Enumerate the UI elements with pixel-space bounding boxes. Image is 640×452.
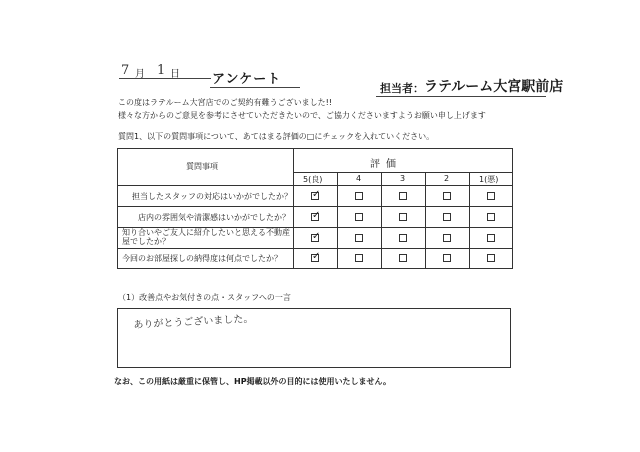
row3-rating-1-checkbox[interactable] <box>487 234 495 242</box>
row3-rating-3-checkbox[interactable] <box>399 234 407 242</box>
row2-rating-3-checkbox[interactable] <box>399 213 407 221</box>
question-row-2-text: 店内の雰囲気や清潔感はいかがでしたか？ <box>138 213 290 222</box>
row4-rating-2-checkbox[interactable] <box>443 254 451 262</box>
row1-rating-4-checkbox[interactable] <box>355 192 363 200</box>
table-divider <box>118 185 512 186</box>
check-mark-icon: ✓ <box>312 251 321 262</box>
table-divider <box>293 172 512 173</box>
intro-line-1: この度はラテルーム大宮店でのご契約有難うございました!! <box>118 98 333 107</box>
month-value: 7 <box>121 63 130 78</box>
rating-table <box>117 148 513 269</box>
title-underline <box>210 87 300 88</box>
table-divider <box>118 248 512 249</box>
rating-label-1: 1(悪) <box>479 175 499 184</box>
footer-note: なお、この用紙は厳重に保管し、HP掲載以外の目的には使用いたしません。 <box>114 377 392 386</box>
question1-instruction: 質問1、以下の質問事項について、あてはまる評価の□にチェックを入れていください。 <box>118 132 435 141</box>
staff-underline <box>376 96 546 97</box>
row4-rating-4-checkbox[interactable] <box>355 254 363 262</box>
question-row-4-text: 今回のお部屋探しの納得度は何点でしたか？ <box>122 254 282 263</box>
day-value: 1 <box>157 63 166 78</box>
header-question-items: 質問事項 <box>186 162 218 171</box>
check-mark-icon: ✓ <box>312 189 321 200</box>
row4-rating-1-checkbox[interactable] <box>487 254 495 262</box>
rating-label-3: 3 <box>400 174 406 183</box>
staff-label: 担当者： <box>380 82 424 95</box>
row2-rating-4-checkbox[interactable] <box>355 213 363 221</box>
row1-rating-3-checkbox[interactable] <box>399 192 407 200</box>
row3-rating-4-checkbox[interactable] <box>355 234 363 242</box>
check-mark-icon: ✓ <box>312 210 321 221</box>
comment-title: （1）改善点やお気付きの点・スタッフへの一言 <box>118 293 291 302</box>
table-divider <box>425 172 426 268</box>
date-underline <box>119 78 211 79</box>
table-divider <box>293 149 294 268</box>
day-label: 日 <box>170 69 180 80</box>
rating-label-4: 4 <box>356 174 362 183</box>
month-label: 月 <box>135 69 145 80</box>
table-divider <box>118 206 512 207</box>
question-row-3-text: 知り合いやご友人に紹介したいと思える不動産屋でしたか？ <box>122 228 290 246</box>
row1-rating-2-checkbox[interactable] <box>443 192 451 200</box>
question-row-1-text: 担当したスタッフの対応はいかがでしたか？ <box>132 192 292 201</box>
intro-line-2: 様々な方からのご意見を参考にさせていただきたいので、ご協力くださいますようお願い申し上げます <box>118 111 486 120</box>
row3-rating-2-checkbox[interactable] <box>443 234 451 242</box>
page-title: アンケート <box>212 72 282 87</box>
check-mark-icon: ✓ <box>312 231 321 242</box>
comment-text: ありがとうございました。 <box>133 313 254 331</box>
rating-label-5: 5(良) <box>303 175 323 184</box>
row1-rating-1-checkbox[interactable] <box>487 192 495 200</box>
header-rating: 評価 <box>370 159 402 170</box>
rating-label-2: 2 <box>444 174 450 183</box>
row2-rating-1-checkbox[interactable] <box>487 213 495 221</box>
table-divider <box>381 172 382 268</box>
table-divider <box>337 172 338 268</box>
staff-name: ラテルーム大宮駅前店 <box>424 79 564 95</box>
row4-rating-3-checkbox[interactable] <box>399 254 407 262</box>
row2-rating-2-checkbox[interactable] <box>443 213 451 221</box>
table-divider <box>469 172 470 268</box>
